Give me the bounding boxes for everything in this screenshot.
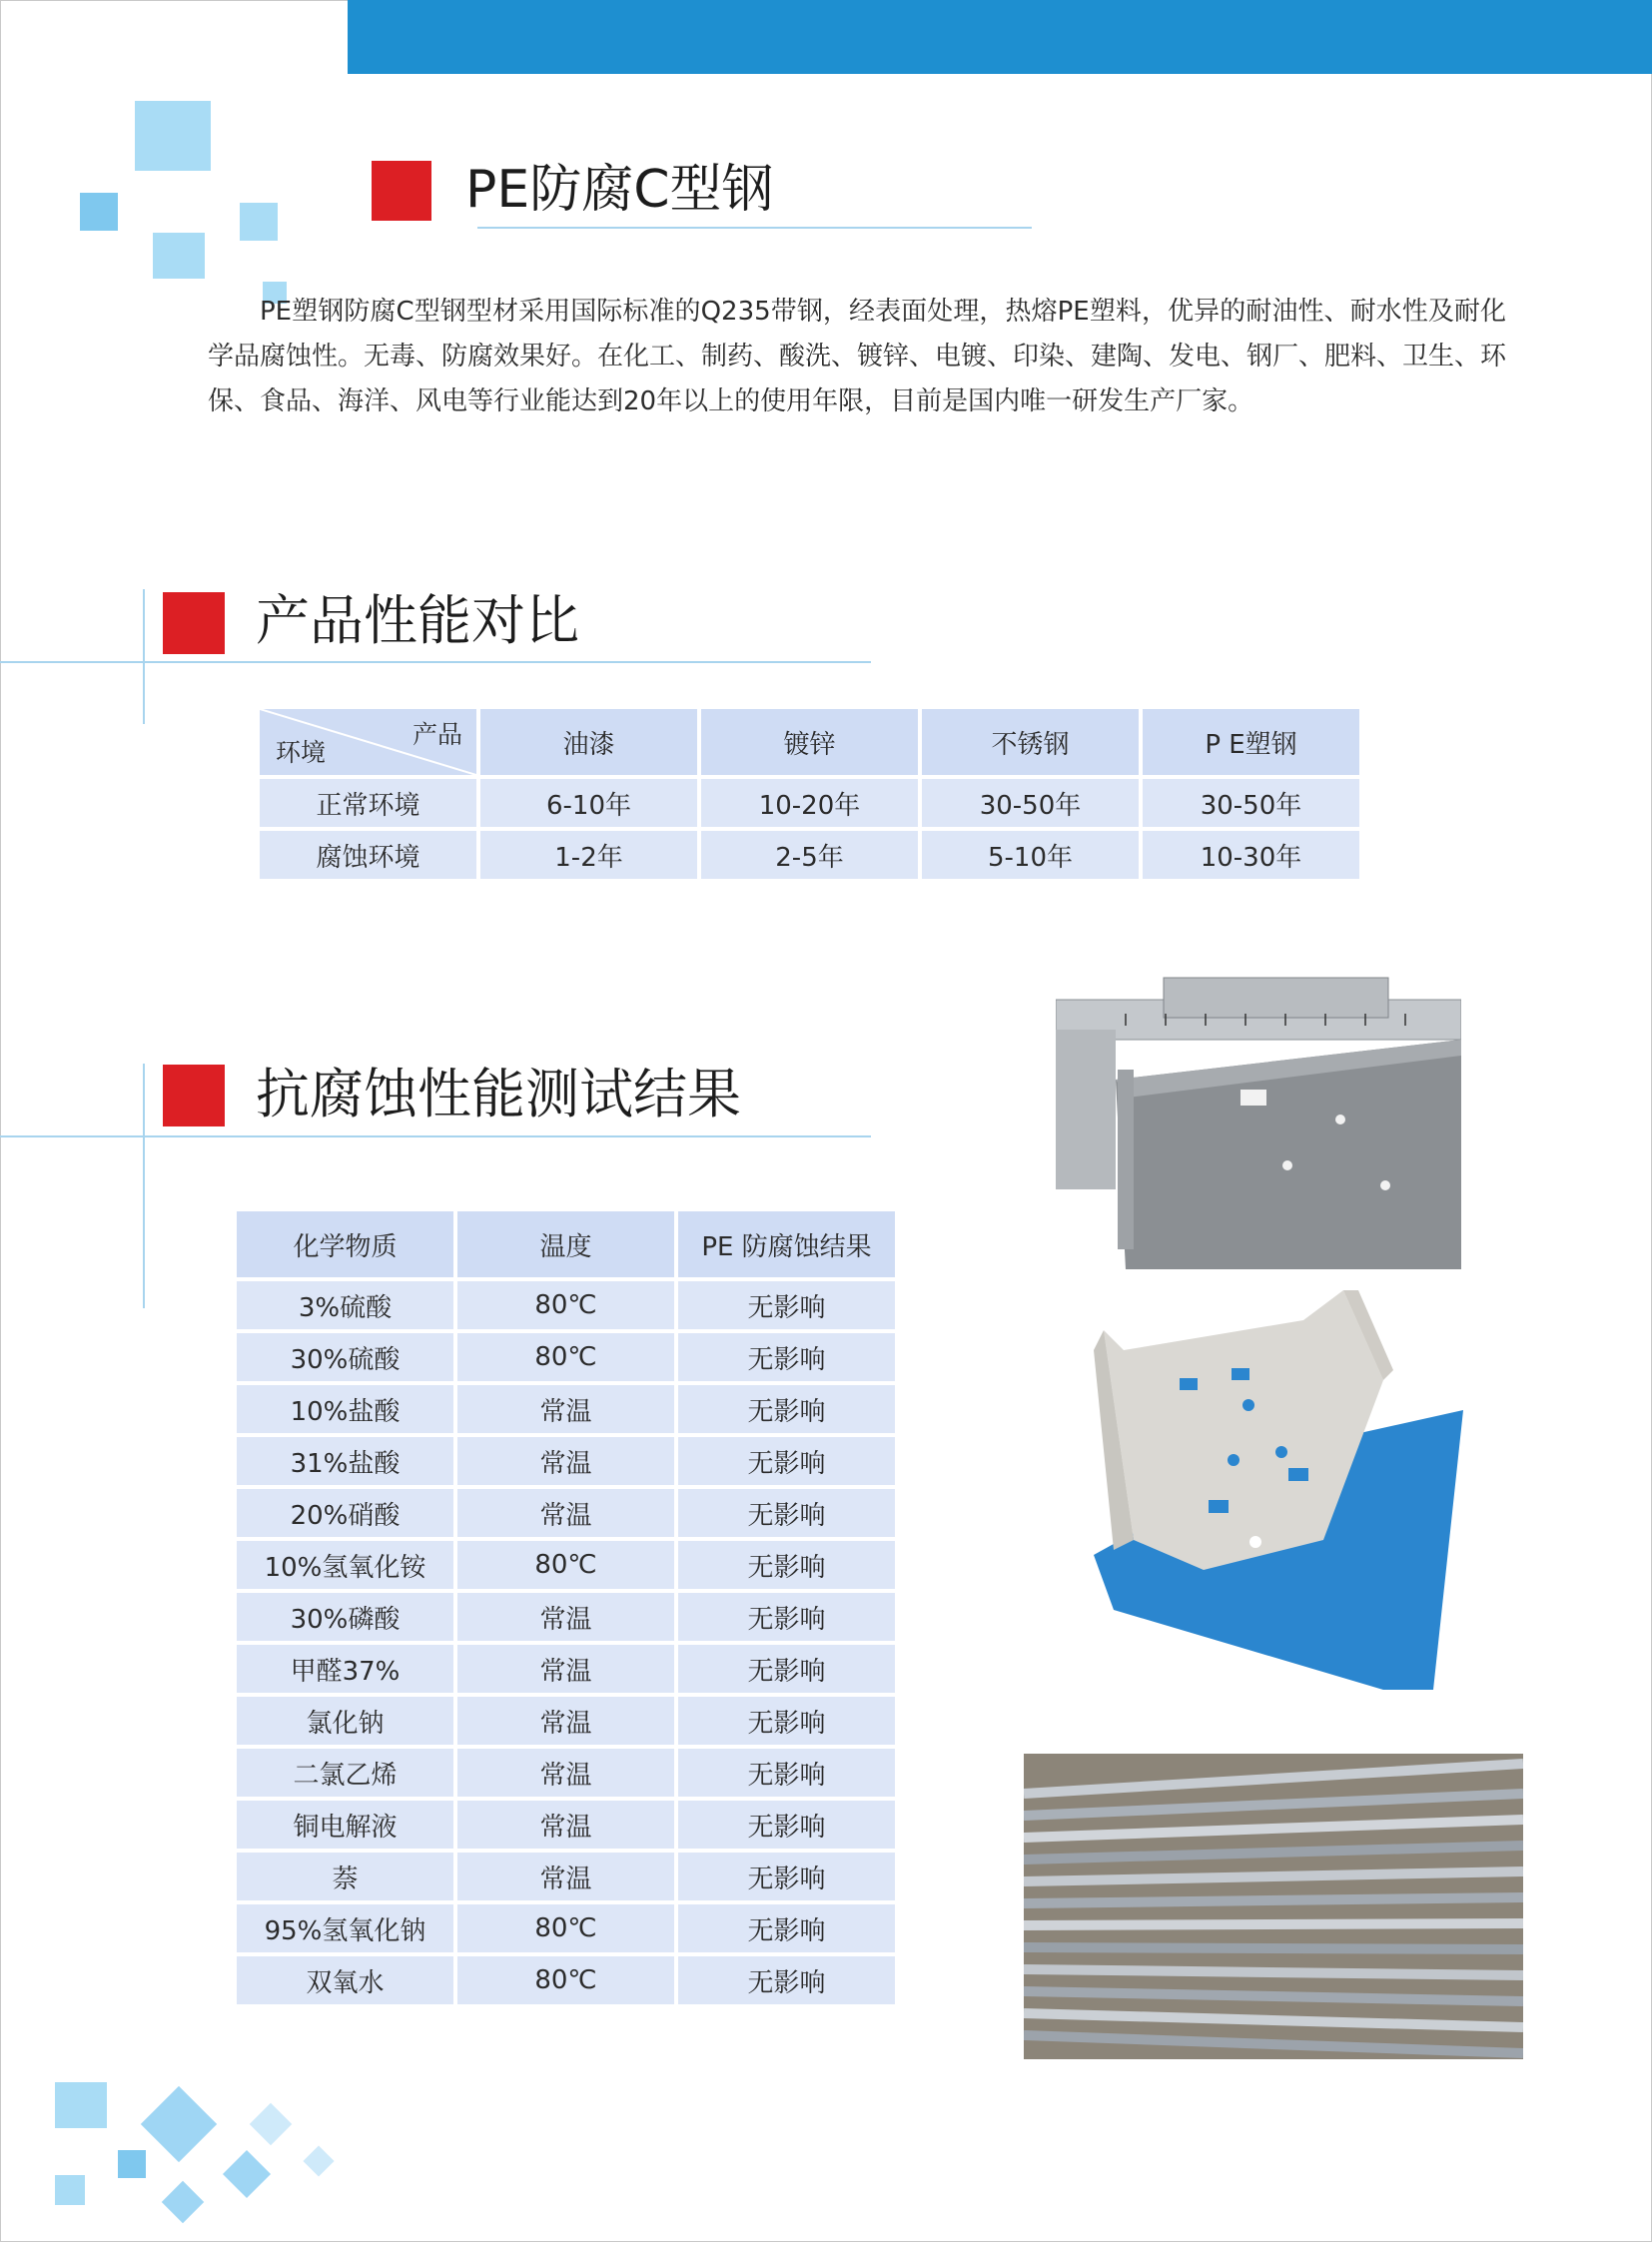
result-cell: 无影响 (678, 1749, 895, 1797)
table-row (237, 1489, 895, 1537)
steel-stock-illustration (1024, 1754, 1523, 2059)
temperature-cell: 80℃ (457, 1904, 674, 1952)
column-header: 化学物质 (237, 1211, 453, 1277)
chemical-cell: 铜电解液 (237, 1801, 453, 1849)
temperature-cell: 常温 (457, 1801, 674, 1849)
table-row (237, 1853, 895, 1900)
chemical-cell: 31%盐酸 (237, 1437, 453, 1485)
corner-label-product: 产品 (412, 720, 462, 749)
temperature-cell: 80℃ (457, 1281, 674, 1329)
decor-square (135, 101, 211, 171)
table-corner-cell (260, 709, 476, 775)
chemical-cell: 萘 (237, 1853, 453, 1900)
temperature-cell: 80℃ (457, 1956, 674, 2004)
table-cell: 30-50年 (922, 779, 1139, 827)
top-banner-bar (348, 0, 1652, 74)
heading-guide-line (143, 589, 145, 724)
table-row (237, 1333, 895, 1381)
photo-steel-stock (1024, 1754, 1523, 2059)
chemical-cell: 二氯乙烯 (237, 1749, 453, 1797)
temperature-cell: 常温 (457, 1853, 674, 1900)
result-cell: 无影响 (678, 1853, 895, 1900)
result-cell: 无影响 (678, 1697, 895, 1745)
table-row (260, 779, 1359, 827)
temperature-cell: 80℃ (457, 1333, 674, 1381)
table-row (237, 1956, 895, 2004)
table-row (237, 1645, 895, 1693)
column-header: 镀锌 (701, 709, 918, 775)
temperature-cell: 80℃ (457, 1541, 674, 1589)
table-row (237, 1541, 895, 1589)
heading-marker (372, 161, 431, 221)
temperature-cell: 常温 (457, 1437, 674, 1485)
chemical-cell: 3%硫酸 (237, 1281, 453, 1329)
decor-square (240, 203, 278, 241)
table-row (237, 1281, 895, 1329)
column-header: 不锈钢 (922, 709, 1139, 775)
result-cell: 无影响 (678, 1385, 895, 1433)
corrosion-test-table (233, 1207, 899, 2008)
corner-label-environment: 环境 (276, 738, 327, 767)
column-header: P E塑钢 (1143, 709, 1359, 775)
table-row (237, 1593, 895, 1641)
temperature-cell: 常温 (457, 1385, 674, 1433)
temperature-cell: 常温 (457, 1593, 674, 1641)
result-cell: 无影响 (678, 1593, 895, 1641)
result-cell: 无影响 (678, 1281, 895, 1329)
table-cell: 1-2年 (480, 831, 697, 879)
table-row (237, 1385, 895, 1433)
table-row (237, 1697, 895, 1745)
chemical-cell: 甲醛37% (237, 1645, 453, 1693)
chemical-cell: 氯化钠 (237, 1697, 453, 1745)
column-header: 温度 (457, 1211, 674, 1277)
result-cell: 无影响 (678, 1489, 895, 1537)
column-header: 油漆 (480, 709, 697, 775)
section-title-corrosion-test: 抗腐蚀性能测试结果 (256, 1063, 741, 1125)
chemical-cell: 95%氢氧化钠 (237, 1904, 453, 1952)
heading-marker (163, 592, 225, 654)
table-cell: 10-20年 (701, 779, 918, 827)
section-title-pe-c-steel: PE防腐C型钢 (465, 160, 774, 220)
photo-caliper-measurement (1056, 970, 1461, 1273)
row-header: 正常环境 (260, 779, 476, 827)
chemical-cell: 30%磷酸 (237, 1593, 453, 1641)
decor-square (55, 2082, 107, 2128)
section-title-performance: 产品性能对比 (256, 589, 579, 652)
heading-marker (163, 1065, 225, 1126)
decor-square (153, 233, 205, 279)
table-row (260, 831, 1359, 879)
temperature-cell: 常温 (457, 1645, 674, 1693)
caliper-illustration (1056, 970, 1461, 1273)
heading-underline (0, 1135, 871, 1137)
result-cell: 无影响 (678, 1437, 895, 1485)
table-cell: 5-10年 (922, 831, 1139, 879)
performance-comparison-table (256, 705, 1363, 883)
decor-square (55, 2175, 85, 2205)
table-cell: 30-50年 (1143, 779, 1359, 827)
chemical-cell: 30%硫酸 (237, 1333, 453, 1381)
intro-paragraph: PE塑钢防腐C型钢型材采用国际标准的Q235带钢，经表面处理，热熔PE塑料，优异的耐油性、耐水性及耐化学品腐蚀性。无毒、防腐效果好。在化工、制药、酸洗、镀锌、电镀、印染、建陶、发电、钢厂、肥料、卫生、环保、食品、海洋、风电等行业能达到20年以上的使用年限，目前是国内唯一研发生产厂家。 (208, 297, 1507, 416)
chemical-cell: 10%氢氧化铵 (237, 1541, 453, 1589)
table-row (237, 1437, 895, 1485)
result-cell: 无影响 (678, 1904, 895, 1952)
temperature-cell: 常温 (457, 1489, 674, 1537)
result-cell: 无影响 (678, 1956, 895, 2004)
table-cell: 6-10年 (480, 779, 697, 827)
decor-square (80, 193, 118, 231)
table-cell: 10-30年 (1143, 831, 1359, 879)
heading-underline (477, 227, 1032, 229)
heading-underline (0, 661, 871, 663)
table-row (237, 1904, 895, 1952)
heading-guide-line (143, 1064, 145, 1308)
column-header: PE 防腐蚀结果 (678, 1211, 895, 1277)
result-cell: 无影响 (678, 1541, 895, 1589)
chemical-cell: 20%硝酸 (237, 1489, 453, 1537)
table-row (237, 1801, 895, 1849)
chemical-cell: 双氧水 (237, 1956, 453, 2004)
photo-c-channel-coated (1084, 1290, 1464, 1690)
chemical-cell: 10%盐酸 (237, 1385, 453, 1433)
result-cell: 无影响 (678, 1333, 895, 1381)
temperature-cell: 常温 (457, 1749, 674, 1797)
result-cell: 无影响 (678, 1801, 895, 1849)
result-cell: 无影响 (678, 1645, 895, 1693)
table-cell: 2-5年 (701, 831, 918, 879)
row-header: 腐蚀环境 (260, 831, 476, 879)
temperature-cell: 常温 (457, 1697, 674, 1745)
table-row (237, 1749, 895, 1797)
c-channel-illustration (1084, 1290, 1464, 1690)
decor-square (118, 2150, 146, 2178)
